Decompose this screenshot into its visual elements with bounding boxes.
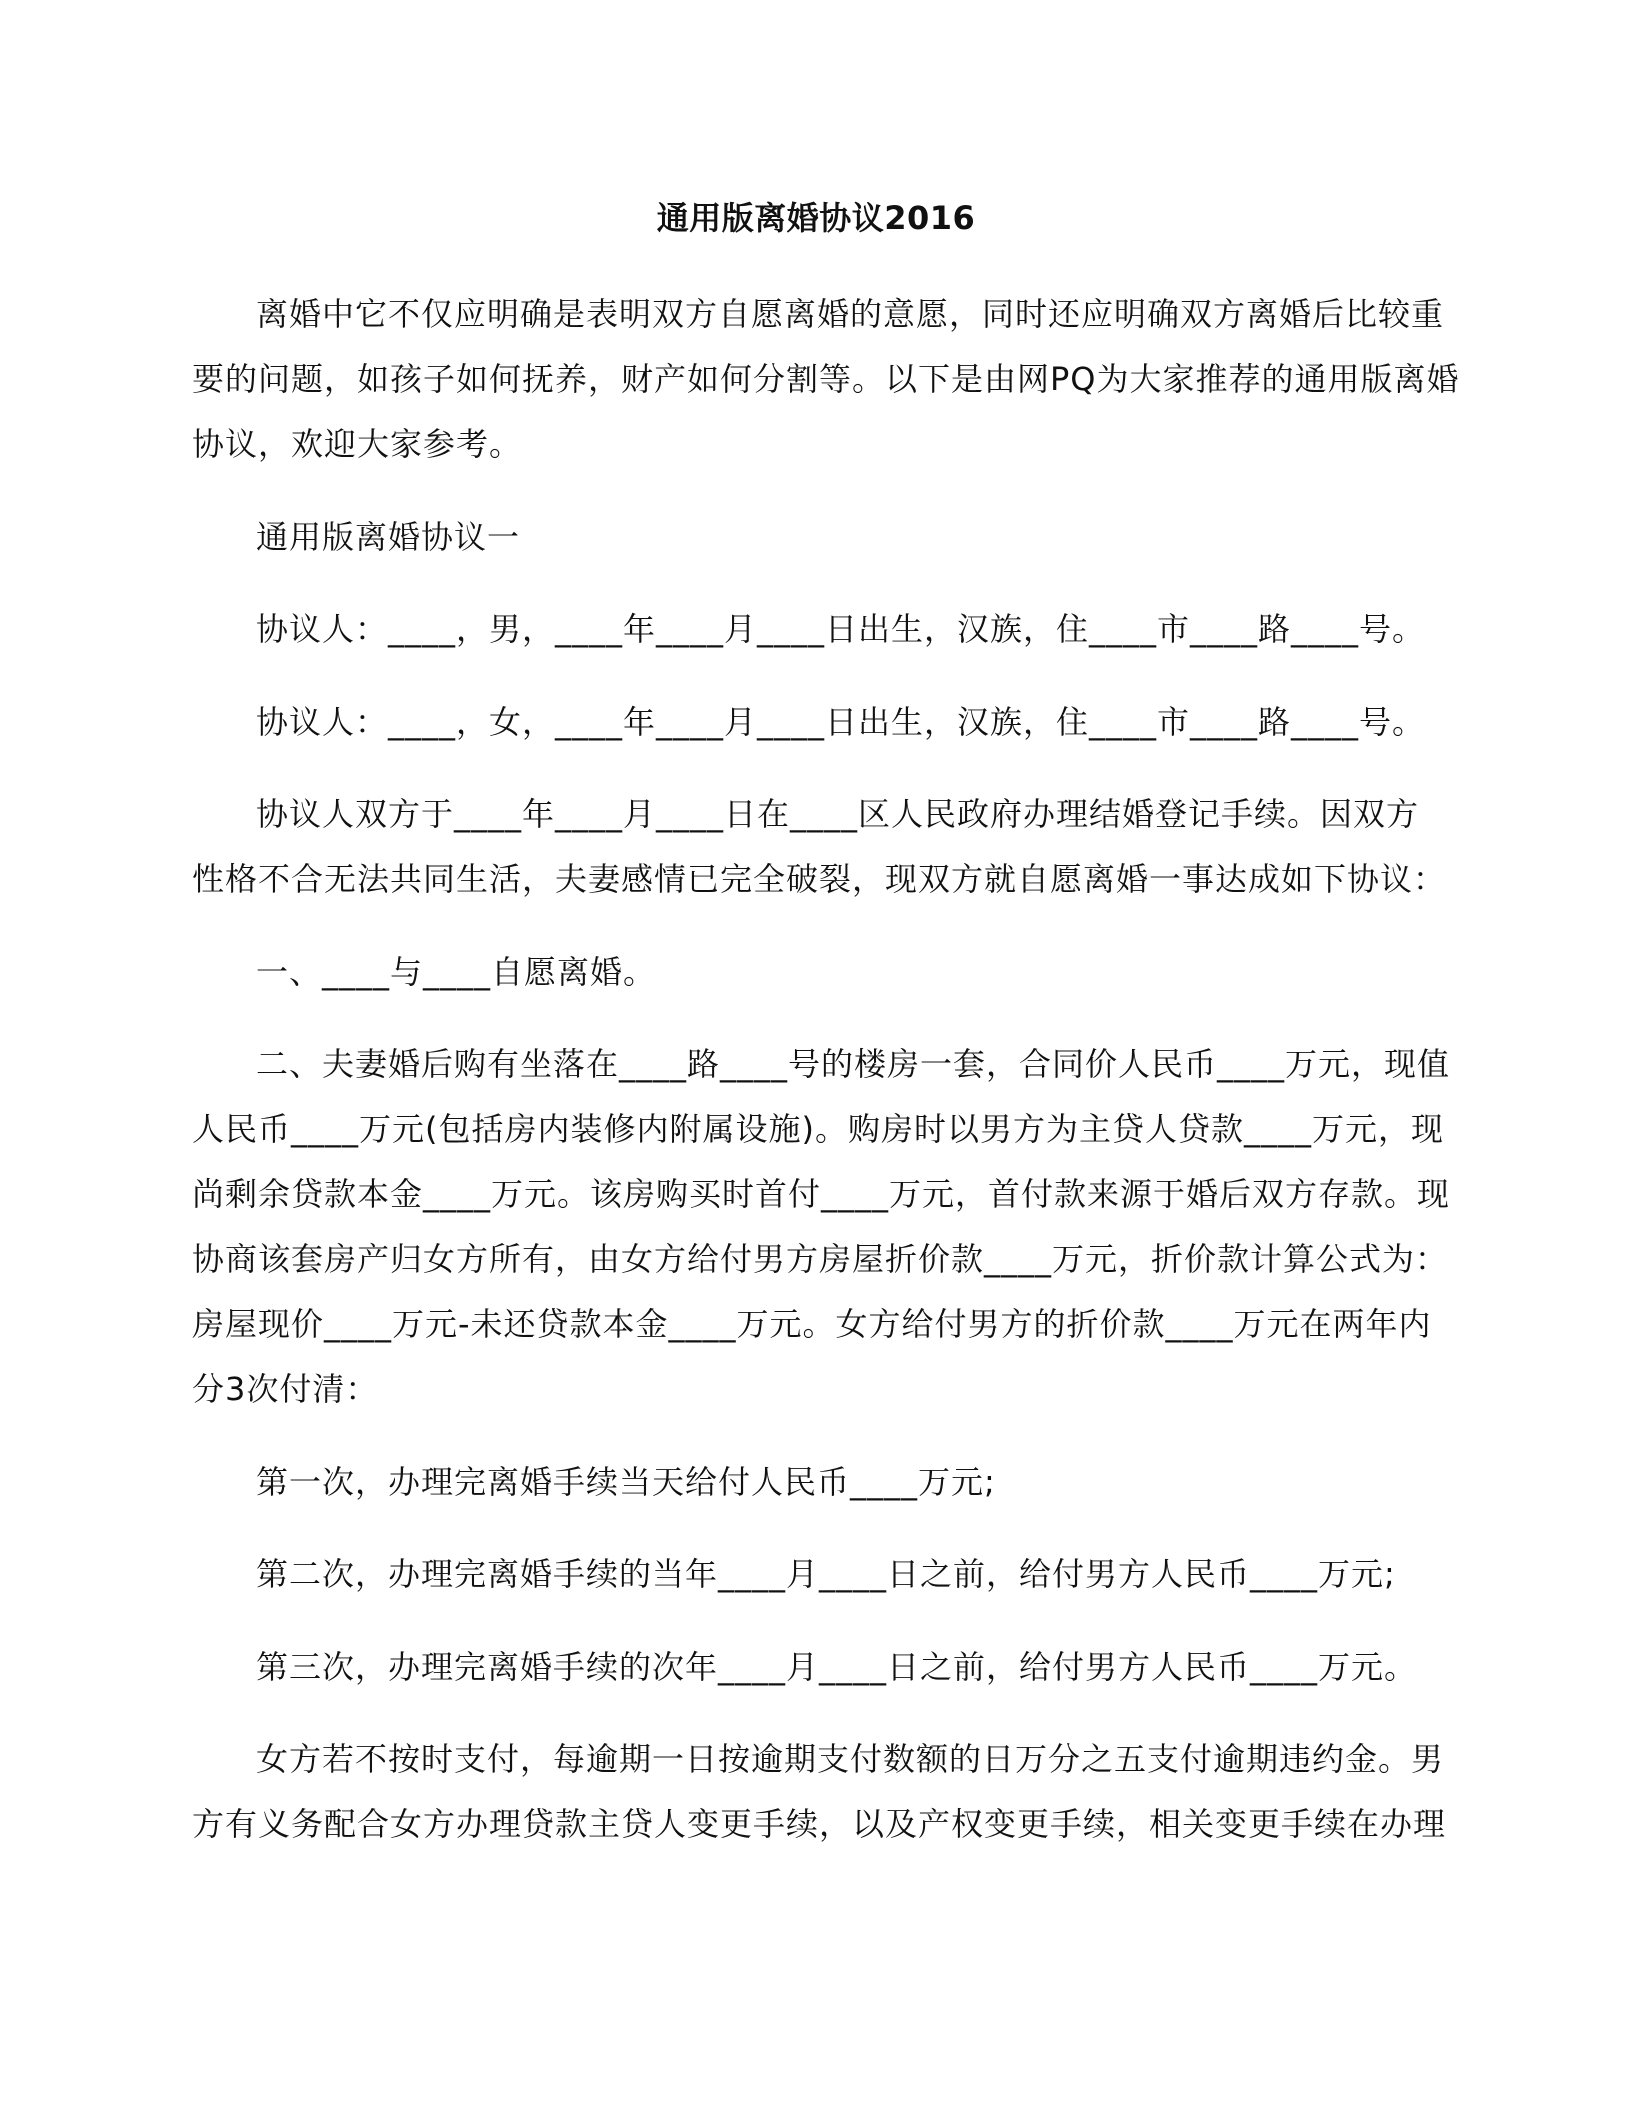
clause-2-line-5: 房屋现价____万元-未还贷款本金____万元。女方给付男方的折价款____万元在两年内 <box>192 1305 1432 1343</box>
party-female-line: 协议人：____，女，____年____月____日出生，汉族，住____市____路____号。 <box>256 703 1426 741</box>
marriage-registration-line-1: 协议人双方于____年____月____日在____区人民政府办理结婚登记手续。因双方 <box>256 795 1420 833</box>
marriage-registration-line-2: 性格不合无法共同生活，夫妻感情已完全破裂，现双方就自愿离婚一事达成如下协议： <box>192 860 1447 898</box>
document-title: 通用版离婚协议2016 <box>656 199 976 237</box>
clause-2-line-1: 二、夫妻婚后购有坐落在____路____号的楼房一套，合同价人民币____万元，现值 <box>256 1045 1451 1083</box>
penalty-line-2: 方有义务配合女方办理贷款主贷人变更手续，以及产权变更手续，相关变更手续在办理 <box>192 1805 1447 1843</box>
penalty-line-1: 女方若不按时支付，每逾期一日按逾期支付数额的日万分之五支付逾期违约金。男 <box>256 1740 1445 1778</box>
intro-line-3: 协议，欢迎大家参考。 <box>192 425 523 463</box>
payment-third-line: 第三次，办理完离婚手续的次年____月____日之前，给付男方人民币____万元。 <box>256 1648 1418 1686</box>
clause-2-line-3: 尚剩余贷款本金____万元。该房购买时首付____万元，首付款来源于婚后双方存款。现 <box>192 1175 1451 1213</box>
intro-line-1: 离婚中它不仅应明确是表明双方自愿离婚的意愿，同时还应明确双方离婚后比较重 <box>256 295 1445 333</box>
payment-second-line: 第二次，办理完离婚手续的当年____月____日之前，给付男方人民币____万元; <box>256 1555 1396 1593</box>
clause-2-line-6: 分3次付清： <box>192 1370 379 1408</box>
section-heading: 通用版离婚协议一 <box>256 518 521 556</box>
clause-2-line-4: 协商该套房产归女方所有，由女方给付男方房屋折价款____万元，折价款计算公式为： <box>192 1240 1449 1278</box>
payment-first-line: 第一次，办理完离婚手续当天给付人民币____万元; <box>256 1463 996 1501</box>
intro-line-2: 要的问题，如孩子如何抚养，财产如何分割等。以下是由网PQ为大家推荐的通用版离婚 <box>192 360 1460 398</box>
party-male-line: 协议人：____，男，____年____月____日出生，汉族，住____市____路____号。 <box>256 610 1426 648</box>
clause-2-line-2: 人民币____万元(包括房内装修内附属设施)。购房时以男方为主贷人贷款____万元，现 <box>192 1110 1444 1148</box>
clause-1-line: 一、____与____自愿离婚。 <box>256 953 657 991</box>
